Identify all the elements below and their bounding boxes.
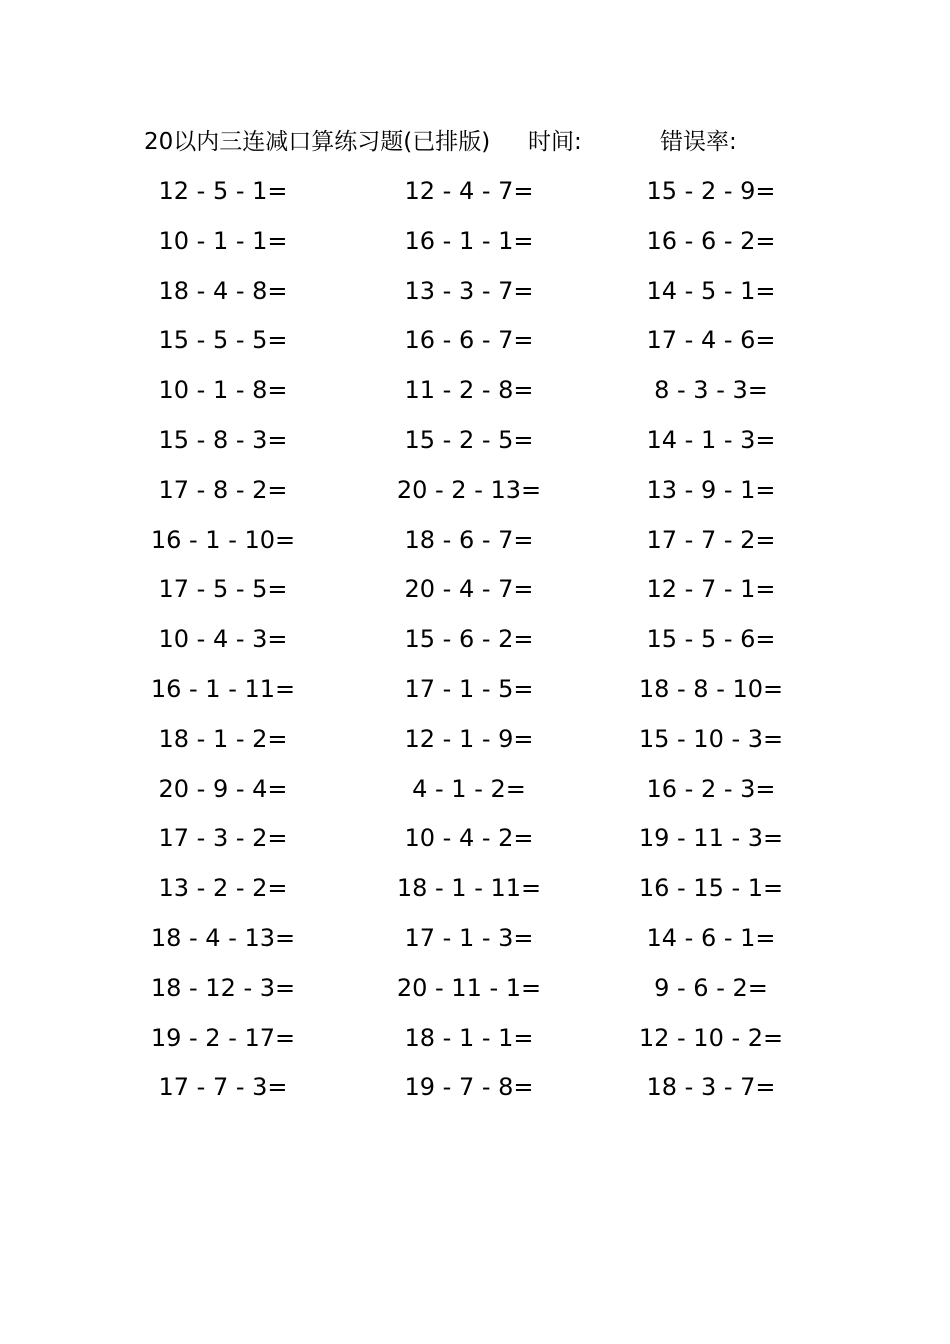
problem-item: 18 - 1 - 2= xyxy=(158,724,288,753)
problem-item: 18 - 1 - 1= xyxy=(404,1023,534,1052)
problem-item: 17 - 8 - 2= xyxy=(158,475,288,504)
problem-row xyxy=(0,719,950,769)
problem-grid xyxy=(0,171,950,1117)
problem-item: 12 - 10 - 2= xyxy=(638,1023,784,1052)
error-rate-label: 错误率: xyxy=(660,129,737,155)
problem-row xyxy=(0,221,950,271)
problem-item: 17 - 3 - 2= xyxy=(158,824,288,853)
problem-item: 20 - 4 - 7= xyxy=(404,575,534,604)
problem-item: 15 - 6 - 2= xyxy=(404,625,534,654)
problem-item: 4 - 1 - 2= xyxy=(412,774,526,803)
problem-item: 14 - 5 - 1= xyxy=(646,276,776,305)
time-label: 时间: xyxy=(528,129,582,155)
problem-item: 17 - 1 - 3= xyxy=(404,923,534,952)
problem-item: 20 - 9 - 4= xyxy=(158,774,288,803)
problem-item: 10 - 4 - 3= xyxy=(158,625,288,654)
problem-item: 18 - 4 - 8= xyxy=(158,276,288,305)
problem-item: 19 - 11 - 3= xyxy=(638,824,784,853)
problem-row xyxy=(0,370,950,420)
problem-item: 19 - 7 - 8= xyxy=(404,1073,534,1102)
problem-item: 18 - 12 - 3= xyxy=(150,973,296,1002)
problem-item: 15 - 5 - 6= xyxy=(646,625,776,654)
problem-item: 11 - 2 - 8= xyxy=(404,376,534,405)
problem-item: 17 - 7 - 2= xyxy=(646,525,776,554)
problem-item: 15 - 8 - 3= xyxy=(158,425,288,454)
problem-item: 15 - 2 - 9= xyxy=(646,177,776,205)
problem-row xyxy=(0,171,950,221)
problem-row xyxy=(0,868,950,918)
problem-item: 16 - 15 - 1= xyxy=(638,874,784,903)
worksheet-header xyxy=(144,124,784,160)
problem-row xyxy=(0,769,950,819)
problem-item: 10 - 1 - 8= xyxy=(158,376,288,405)
problem-item: 16 - 1 - 1= xyxy=(404,226,534,255)
problem-item: 9 - 6 - 2= xyxy=(654,973,768,1002)
problem-item: 16 - 2 - 3= xyxy=(646,774,776,803)
problem-item: 12 - 7 - 1= xyxy=(646,575,776,604)
problem-item: 13 - 3 - 7= xyxy=(404,276,534,305)
problem-row xyxy=(0,669,950,719)
problem-item: 16 - 6 - 7= xyxy=(404,326,534,355)
problem-item: 12 - 1 - 9= xyxy=(404,724,534,753)
problem-item: 10 - 4 - 2= xyxy=(404,824,534,853)
problem-item: 17 - 7 - 3= xyxy=(158,1073,288,1102)
problem-item: 15 - 2 - 5= xyxy=(404,425,534,454)
problem-item: 16 - 1 - 10= xyxy=(150,525,296,554)
problem-row xyxy=(0,520,950,570)
problem-row xyxy=(0,968,950,1018)
problem-row xyxy=(0,569,950,619)
problem-item: 16 - 6 - 2= xyxy=(646,226,776,255)
problem-row xyxy=(0,271,950,321)
problem-item: 18 - 6 - 7= xyxy=(404,525,534,554)
problem-item: 19 - 2 - 17= xyxy=(150,1023,296,1052)
problem-item: 17 - 5 - 5= xyxy=(158,575,288,604)
problem-item: 16 - 1 - 11= xyxy=(150,674,296,703)
problem-item: 18 - 8 - 10= xyxy=(638,674,784,703)
problem-item: 18 - 4 - 13= xyxy=(150,923,296,952)
problem-row xyxy=(0,818,950,868)
problem-item: 12 - 4 - 7= xyxy=(404,177,534,205)
problem-item: 20 - 2 - 13= xyxy=(396,475,542,504)
problem-row xyxy=(0,619,950,669)
problem-item: 17 - 4 - 6= xyxy=(646,326,776,355)
problem-item: 13 - 2 - 2= xyxy=(158,874,288,903)
problem-row xyxy=(0,1067,950,1117)
problem-item: 18 - 3 - 7= xyxy=(646,1073,776,1102)
problem-item: 14 - 1 - 3= xyxy=(646,425,776,454)
problem-item: 17 - 1 - 5= xyxy=(404,674,534,703)
problem-item: 20 - 11 - 1= xyxy=(396,973,542,1002)
problem-row xyxy=(0,470,950,520)
problem-item: 15 - 10 - 3= xyxy=(638,724,784,753)
problem-item: 18 - 1 - 11= xyxy=(396,874,542,903)
problem-item: 13 - 9 - 1= xyxy=(646,475,776,504)
worksheet-title: 20以内三连减口算练习题(已排版) xyxy=(144,129,491,155)
problem-item: 14 - 6 - 1= xyxy=(646,923,776,952)
problem-row xyxy=(0,1018,950,1068)
problem-row xyxy=(0,918,950,968)
problem-row xyxy=(0,420,950,470)
problem-row xyxy=(0,320,950,370)
problem-item: 8 - 3 - 3= xyxy=(654,376,768,405)
problem-item: 15 - 5 - 5= xyxy=(158,326,288,355)
problem-item: 12 - 5 - 1= xyxy=(158,177,288,205)
problem-item: 10 - 1 - 1= xyxy=(158,226,288,255)
